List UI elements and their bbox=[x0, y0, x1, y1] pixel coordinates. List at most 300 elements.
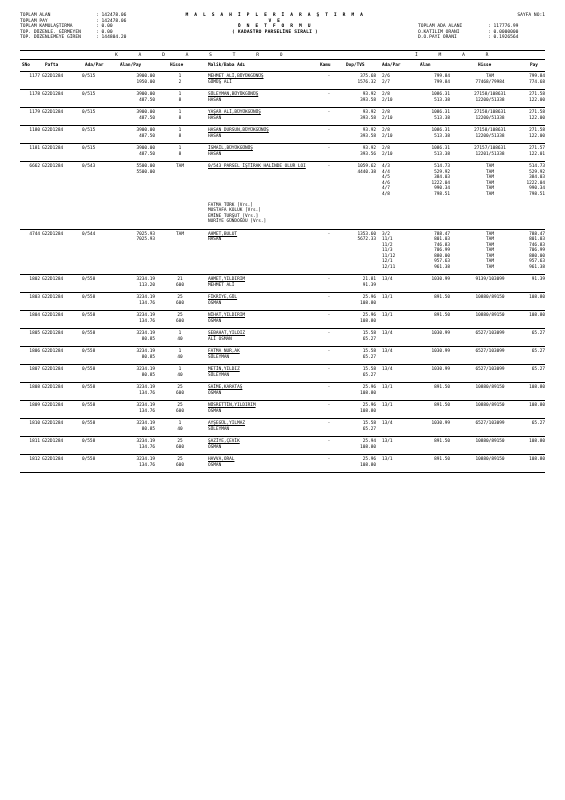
cell-kamu: - bbox=[327, 295, 331, 300]
cell-imar-hisse bbox=[455, 277, 525, 283]
ratio-value: : 0.1926564 bbox=[488, 35, 519, 41]
cell-imar-ada-line: 13/4 bbox=[382, 421, 393, 426]
cell-imar-alan-line: 513.38 bbox=[434, 97, 450, 103]
cell-imar-pay-line: 271.58 bbox=[529, 128, 545, 133]
cell-hisse-line: 8 bbox=[178, 151, 182, 157]
cell-malik-line: FATMA TÜRK [Vrs.] bbox=[208, 202, 253, 208]
cell-imar-ada-line: 12/1 bbox=[382, 259, 393, 264]
col-imar-alan: Alan bbox=[420, 63, 431, 68]
cell-malik bbox=[208, 331, 318, 342]
cell-kamu: - bbox=[327, 367, 331, 372]
cell-sno: 6662 bbox=[29, 164, 40, 169]
cell-dop bbox=[338, 313, 376, 324]
records-table bbox=[20, 72, 545, 473]
cell-hisse-line: 40 bbox=[177, 354, 183, 360]
cell-imar-pay-line: 108.80 bbox=[529, 403, 545, 408]
cell-imar-alan-line: 961.38 bbox=[434, 264, 450, 270]
col-imar-pay: Pay bbox=[530, 63, 538, 68]
cell-imar-hisse-line: 9139/103099 bbox=[475, 277, 505, 282]
report-header bbox=[20, 13, 545, 51]
cell-imar-pay bbox=[517, 232, 545, 271]
cell-imar-pay bbox=[517, 128, 545, 139]
cell-dop-line: 393.56 bbox=[360, 151, 376, 157]
cell-imar-alan bbox=[410, 385, 450, 391]
cell-dop-line: 108.80 bbox=[360, 318, 376, 324]
cell-ada-parsel: 0/558 bbox=[82, 331, 96, 336]
cell-malik-line: MEHMET ALİ,BÜYÜKGÜNÜŞ bbox=[208, 74, 264, 79]
cell-pafta: G22D1284 bbox=[42, 403, 64, 408]
cell-malik-line: OSMAN bbox=[208, 318, 222, 324]
cell-alan-pay bbox=[115, 128, 155, 139]
cell-pafta: G22D1284 bbox=[42, 231, 64, 237]
cell-malik bbox=[208, 74, 318, 85]
cell-hisse-line: 600 bbox=[176, 408, 184, 414]
cell-alan-pay bbox=[115, 295, 155, 306]
table-row bbox=[20, 293, 545, 311]
cell-alan-pay-line: 3234.19 bbox=[136, 331, 155, 336]
cell-imar-hisse-line: TAM bbox=[486, 253, 494, 259]
cell-alan-pay bbox=[115, 349, 155, 360]
cell-alan-pay-line: 1950.00 bbox=[136, 79, 155, 85]
section-kadastro: K A D A S T R O bbox=[115, 53, 292, 58]
cell-imar-hisse-line: TAM bbox=[486, 186, 494, 191]
cell-hisse bbox=[160, 128, 200, 139]
cell-malik bbox=[208, 92, 318, 103]
cell-imar-ada-line: 13/4 bbox=[382, 367, 393, 372]
cell-dop bbox=[338, 403, 376, 414]
cell-imar-hisse-line: 77468/79984 bbox=[475, 79, 505, 85]
total-label: TOPLAM ALAN bbox=[20, 13, 51, 18]
cell-alan-pay bbox=[115, 421, 155, 432]
cell-imar-hisse-line: 10880/89150 bbox=[475, 403, 505, 408]
cell-ada-parsel: 0/515 bbox=[82, 110, 96, 115]
cell-malik bbox=[208, 457, 318, 468]
cell-imar-hisse bbox=[455, 110, 525, 121]
cell-dop bbox=[338, 457, 376, 468]
cell-imar-alan-line: 891.50 bbox=[434, 457, 450, 462]
cell-dop-line: 93.92 bbox=[362, 146, 376, 151]
cell-kamu: - bbox=[327, 349, 331, 354]
cell-imar-pay-line: 957.63 bbox=[529, 259, 545, 264]
cell-imar-pay-line: 122.00 bbox=[529, 133, 545, 139]
cell-alan-pay-line: 487.50 bbox=[139, 115, 155, 121]
cell-imar-alan-line: 746.83 bbox=[434, 242, 450, 248]
cell-pafta: G22D1284 bbox=[42, 74, 64, 79]
cell-imar-ada-line: 11/12 bbox=[382, 253, 396, 259]
cell-imar-pay bbox=[517, 367, 545, 373]
cell-imar-ada-line: 11/1 bbox=[382, 237, 393, 242]
cell-hisse-line: 1 bbox=[178, 421, 182, 426]
cell-imar-alan-line: 384.03 bbox=[434, 175, 450, 180]
cell-imar-ada-line: 4/6 bbox=[382, 180, 390, 186]
cell-imar-alan-line: 990.34 bbox=[434, 186, 450, 191]
cell-hisse-line: 8 bbox=[178, 97, 182, 103]
cell-imar-pay bbox=[517, 146, 545, 157]
cell-imar-hisse bbox=[455, 385, 525, 391]
col-malik: Malik/Baba Adı bbox=[208, 63, 246, 68]
cell-imar-hisse-line: 27158/108631 bbox=[474, 110, 506, 115]
cell-imar-alan-line: 799.84 bbox=[434, 74, 450, 79]
cell-imar-pay bbox=[517, 331, 545, 337]
cell-alan-pay-line: 3234.19 bbox=[136, 367, 155, 372]
col-pafta: Pafta bbox=[45, 63, 59, 68]
total-label: TOPLAM KAMULAŞTIRMA bbox=[20, 24, 73, 30]
cell-imar-hisse-line: TAM bbox=[486, 74, 494, 79]
cell-malik-line: HASAN bbox=[208, 237, 222, 242]
cell-imar-ada-line: 2/8 bbox=[382, 92, 390, 97]
cell-hisse-line: 25 bbox=[177, 385, 183, 390]
cell-ada-parsel: 0/558 bbox=[82, 277, 96, 282]
cell-dop-line: 5672.33 bbox=[357, 237, 376, 242]
cell-imar-ada-line: 2/10 bbox=[382, 115, 393, 121]
cell-imar-hisse bbox=[455, 164, 525, 197]
cell-imar-hisse-line: 10880/89150 bbox=[475, 385, 505, 390]
total-label: TOP. DÜZENLEMEYE GİREN bbox=[20, 35, 81, 41]
cell-imar-hisse-line: TAM bbox=[486, 164, 494, 169]
cell-imar-pay-line: 65.27 bbox=[531, 331, 545, 336]
cell-imar-hisse-line: TAM bbox=[486, 191, 494, 197]
cell-imar-hisse-line: 10880/89150 bbox=[475, 457, 505, 462]
cell-dop-line: 25.96 bbox=[362, 313, 376, 318]
cell-alan-pay bbox=[115, 313, 155, 324]
cell-imar-pay bbox=[517, 110, 545, 121]
cell-hisse bbox=[160, 385, 200, 396]
cell-alan-pay-line: 3234.19 bbox=[136, 349, 155, 354]
cell-hisse-line: 1 bbox=[178, 74, 182, 79]
table-row bbox=[20, 383, 545, 401]
total-label: TOP. DÜZENLE. GİRMEYEN bbox=[20, 29, 81, 35]
cell-alan-pay bbox=[115, 164, 155, 175]
cell-imar-pay-line: 798.51 bbox=[529, 191, 545, 197]
cell-malik-line: SÜLEYMAN bbox=[208, 354, 230, 360]
cell-imar-pay-line: 801.03 bbox=[529, 237, 545, 242]
cell-pafta: G22D1284 bbox=[42, 457, 64, 462]
cell-malik-line: EMİNE TURŞUT [Vrs.] bbox=[208, 213, 259, 219]
cell-sno: 1802 bbox=[29, 277, 40, 282]
cell-pafta: G22D1284 bbox=[42, 164, 64, 169]
cell-alan-pay-line: 134.76 bbox=[139, 408, 155, 414]
cell-malik-line: NÜSRETTİN,YILDIRIM bbox=[208, 403, 256, 408]
cell-imar-ada-line: 2/8 bbox=[382, 110, 390, 115]
cell-hisse-line: 8 bbox=[178, 133, 182, 139]
cell-imar-ada-line: 13/4 bbox=[382, 349, 393, 354]
cell-imar-hisse bbox=[455, 313, 525, 319]
cell-sno: 1807 bbox=[29, 367, 40, 372]
cell-alan-pay-line: 134.76 bbox=[139, 462, 155, 468]
cell-sno: 1177 bbox=[29, 74, 40, 79]
cell-imar-hisse bbox=[455, 331, 525, 337]
cell-imar-pay-line: 122.01 bbox=[529, 151, 545, 157]
cell-imar-alan-line: 891.50 bbox=[434, 403, 450, 408]
cell-hisse-line: 40 bbox=[177, 426, 183, 432]
cell-malik bbox=[208, 128, 318, 139]
cell-dop-line: 1576.32 bbox=[357, 79, 376, 85]
column-headers bbox=[20, 59, 545, 72]
cell-alan-pay-line: 80.85 bbox=[141, 336, 155, 342]
cell-sno: 1804 bbox=[29, 313, 40, 318]
cell-dop-line: 21.81 bbox=[362, 277, 376, 282]
cell-alan-pay-line: 3234.19 bbox=[136, 313, 155, 318]
cell-kamu: - bbox=[327, 439, 331, 444]
cell-hisse-line: 600 bbox=[176, 318, 184, 324]
cell-imar-pay-line: 384.03 bbox=[529, 175, 545, 180]
cell-malik-line: OSMAN bbox=[208, 444, 222, 450]
cell-alan-pay-line: 3900.00 bbox=[136, 74, 155, 79]
cell-kamu: - bbox=[327, 277, 331, 282]
cell-alan-pay bbox=[115, 277, 155, 288]
table-row bbox=[20, 329, 545, 347]
cell-hisse-line: 1 bbox=[178, 331, 182, 336]
cell-imar-ada bbox=[382, 295, 412, 301]
cell-alan-pay bbox=[115, 331, 155, 342]
cell-hisse bbox=[160, 367, 200, 378]
cell-alan-pay bbox=[115, 457, 155, 468]
cell-dop bbox=[338, 349, 376, 360]
cell-kamu: - bbox=[327, 331, 331, 336]
cell-imar-ada-line: 4/8 bbox=[382, 191, 390, 197]
cell-dop bbox=[338, 232, 376, 243]
cell-kamu: - bbox=[327, 110, 331, 115]
cell-ada-parsel: 0/558 bbox=[82, 295, 96, 300]
cell-kamu: - bbox=[327, 403, 331, 408]
cell-malik-line: MEHMET ALİ bbox=[208, 282, 235, 288]
cell-ada-parsel: 0/515 bbox=[82, 146, 96, 151]
cell-imar-hisse-line: TAM bbox=[486, 242, 494, 248]
cell-malik-line: HASAN bbox=[208, 97, 222, 103]
cell-dop-line: 15.58 bbox=[362, 331, 376, 336]
cell-malik-line: FATMA NUR,AK bbox=[208, 349, 240, 354]
total-value: : 142478.06 bbox=[96, 18, 127, 24]
cell-dop-line: 1059.62 bbox=[357, 164, 376, 169]
cell-alan-pay bbox=[115, 439, 155, 450]
cell-imar-alan-line: 1030.99 bbox=[431, 421, 450, 426]
cell-hisse bbox=[160, 295, 200, 306]
cell-imar-ada bbox=[382, 349, 412, 355]
cell-imar-pay-line: 514.73 bbox=[529, 164, 545, 169]
cell-sno: 4744 bbox=[29, 231, 40, 237]
cell-hisse bbox=[160, 313, 200, 324]
cell-imar-hisse-line: TAM bbox=[486, 169, 494, 175]
cell-dop-line: 93.92 bbox=[362, 92, 376, 97]
cell-imar-alan bbox=[410, 277, 450, 283]
cell-imar-ada-line: 4/3 bbox=[382, 164, 390, 169]
cell-malik bbox=[208, 277, 318, 288]
cell-hisse-line: 25 bbox=[177, 457, 183, 462]
cell-ada-parsel: 0/558 bbox=[82, 439, 96, 444]
table-row bbox=[20, 419, 545, 437]
cell-imar-ada bbox=[382, 92, 412, 103]
cell-hisse bbox=[160, 439, 200, 450]
total-label: TOPLAM PAY bbox=[20, 18, 48, 24]
cell-imar-ada bbox=[382, 385, 412, 391]
cell-pafta: G22D1284 bbox=[42, 313, 64, 318]
cell-dop-line: 93.92 bbox=[362, 110, 376, 115]
cell-dop-line: 65.27 bbox=[362, 336, 376, 342]
cell-hisse-line: 1 bbox=[178, 349, 182, 354]
cell-imar-hisse bbox=[455, 457, 525, 463]
page-number: SAYFA NO:1 bbox=[517, 13, 545, 18]
cell-imar-pay-line: 529.92 bbox=[529, 169, 545, 175]
cell-imar-pay-line: 91.39 bbox=[531, 277, 545, 282]
cell-imar-ada bbox=[382, 232, 412, 271]
cell-malik bbox=[208, 403, 318, 414]
cell-dop bbox=[338, 331, 376, 342]
cell-hisse bbox=[160, 110, 200, 121]
cell-sno: 1806 bbox=[29, 349, 40, 354]
cell-imar-ada-line: 13/1 bbox=[382, 403, 393, 408]
cell-imar-hisse-line: 27158/108631 bbox=[474, 92, 506, 97]
cell-imar-alan-line: 1086.31 bbox=[431, 110, 450, 115]
cell-alan-pay-line: 487.50 bbox=[139, 151, 155, 157]
cell-alan-pay-line: 487.50 bbox=[139, 133, 155, 139]
cell-hisse-line: 1 bbox=[178, 146, 182, 151]
cell-dop-line: 65.27 bbox=[362, 372, 376, 378]
cell-imar-hisse-line: 10880/89150 bbox=[475, 313, 505, 318]
cell-imar-hisse bbox=[455, 439, 525, 445]
cell-imar-pay bbox=[517, 92, 545, 103]
cell-imar-hisse-line: 27157/108631 bbox=[474, 146, 506, 151]
total-value: : 0.00 bbox=[96, 24, 113, 30]
cell-imar-hisse-line: TAM bbox=[486, 264, 494, 270]
cell-imar-ada-line: 11/2 bbox=[382, 242, 393, 248]
cell-imar-ada bbox=[382, 421, 412, 427]
cell-alan-pay bbox=[115, 92, 155, 103]
cell-dop-line: 108.80 bbox=[360, 408, 376, 414]
cell-dop bbox=[338, 385, 376, 396]
cell-imar-hisse-line: 6527/103099 bbox=[475, 367, 505, 372]
cell-imar-pay bbox=[517, 295, 545, 301]
cell-malik-line: HAVVA,ORAL bbox=[208, 457, 235, 462]
table-row bbox=[20, 90, 545, 108]
cell-imar-pay bbox=[517, 277, 545, 283]
cell-kamu: - bbox=[327, 385, 331, 390]
cell-malik-line: OSMAN bbox=[208, 300, 222, 306]
cell-alan-pay-line: 3900.00 bbox=[136, 128, 155, 133]
cell-imar-ada bbox=[382, 128, 412, 139]
cell-hisse-line: 600 bbox=[176, 444, 184, 450]
cell-imar-alan-line: 529.92 bbox=[434, 169, 450, 175]
cell-malik-line: YAŞAR ALİ,BÜYÜKGÜNÜŞ bbox=[208, 110, 261, 115]
cell-imar-ada bbox=[382, 74, 412, 85]
cell-imar-hisse-line: TAM bbox=[486, 259, 494, 264]
cell-hisse bbox=[160, 349, 200, 360]
cell-sno: 1181 bbox=[29, 146, 40, 151]
totals-block bbox=[20, 13, 160, 41]
cell-kamu: - bbox=[327, 146, 331, 151]
cell-hisse-line: 1 bbox=[178, 128, 182, 133]
total-value: : 144804.20 bbox=[96, 35, 127, 41]
cell-malik-line: SAİME,KARATAŞ bbox=[208, 385, 243, 390]
cell-hisse bbox=[160, 403, 200, 414]
cell-imar-hisse bbox=[455, 146, 525, 157]
cell-imar-ada-line: 13/1 bbox=[382, 295, 393, 300]
cell-imar-alan-line: 1030.99 bbox=[431, 331, 450, 336]
cell-imar-pay-line: 65.27 bbox=[531, 421, 545, 426]
cell-imar-pay-line: 108.80 bbox=[529, 313, 545, 318]
cell-hisse-line: 1 bbox=[178, 110, 182, 115]
cell-imar-ada-line: 2/8 bbox=[382, 128, 390, 133]
title-line-1: M A L S A H İ P L E R İ A R A Ş T I R M A bbox=[185, 13, 365, 18]
cell-imar-pay-line: 746.83 bbox=[529, 242, 545, 248]
cell-dop-line: 15.58 bbox=[362, 421, 376, 426]
cell-pafta: G22D1284 bbox=[42, 128, 64, 133]
cell-imar-hisse-line: 10880/89150 bbox=[475, 295, 505, 300]
cell-kamu: - bbox=[327, 313, 331, 318]
cell-imar-alan-line: 513.38 bbox=[434, 133, 450, 139]
cell-imar-pay bbox=[517, 385, 545, 391]
cell-alan-pay bbox=[115, 403, 155, 414]
cell-hisse-line: 40 bbox=[177, 336, 183, 342]
cell-imar-alan-line: 513.38 bbox=[434, 115, 450, 121]
cell-imar-hisse bbox=[455, 92, 525, 103]
cell-malik-line: ALİ OSMAN bbox=[208, 336, 232, 342]
cell-imar-pay-line: 108.80 bbox=[529, 457, 545, 462]
cell-dop bbox=[338, 146, 376, 157]
table-row bbox=[20, 401, 545, 419]
cell-imar-pay bbox=[517, 164, 545, 197]
cell-malik-line: OSMAN bbox=[208, 408, 222, 414]
cell-dop-line: 15.58 bbox=[362, 367, 376, 372]
cell-pafta: G22D1284 bbox=[42, 367, 64, 372]
cell-alan-pay-line: 3234.19 bbox=[136, 421, 155, 426]
cell-alan-pay-line: 80.85 bbox=[141, 372, 155, 378]
cell-malik bbox=[208, 164, 318, 225]
cell-alan-pay-line: 3234.19 bbox=[136, 439, 155, 444]
cell-sno: 1811 bbox=[29, 439, 40, 444]
cell-imar-pay bbox=[517, 421, 545, 427]
cell-hisse-line: TAM bbox=[176, 164, 184, 169]
cell-ada-parsel: 0/515 bbox=[82, 128, 96, 133]
cell-imar-hisse bbox=[455, 232, 525, 271]
cell-imar-ada bbox=[382, 439, 412, 445]
cell-malik-line: AHMET,BULUT bbox=[208, 231, 238, 237]
cell-malik-line: İSMAİL,BÜYÜKGÜNÜŞ bbox=[208, 146, 253, 151]
cell-malik-line: HASAN bbox=[208, 115, 222, 121]
cell-imar-alan-line: 957.63 bbox=[434, 259, 450, 264]
cell-dop-line: 393.58 bbox=[360, 115, 376, 121]
cell-imar-pay-line: 271.57 bbox=[529, 146, 545, 151]
cell-imar-alan-line: 1086.31 bbox=[431, 92, 450, 97]
cell-imar-alan-line: 1086.31 bbox=[431, 146, 450, 151]
cell-dop bbox=[338, 128, 376, 139]
cell-imar-pay bbox=[517, 313, 545, 319]
col-hisse: Hisse bbox=[170, 63, 184, 68]
cell-imar-ada-line: 4/4 bbox=[382, 169, 390, 175]
table-row bbox=[20, 144, 545, 162]
cell-imar-alan bbox=[410, 74, 450, 85]
cell-dop bbox=[338, 295, 376, 306]
cell-imar-pay-line: 990.34 bbox=[529, 186, 545, 191]
cell-hisse bbox=[160, 331, 200, 342]
cell-imar-alan-line: 788.47 bbox=[434, 231, 450, 237]
cell-kamu: - bbox=[327, 231, 331, 237]
cell-imar-alan bbox=[410, 367, 450, 373]
cell-imar-ada-line: 11/3 bbox=[382, 248, 393, 253]
cell-alan-pay-line: 7025.93 bbox=[136, 231, 155, 237]
cell-imar-pay-line: 880.00 bbox=[529, 253, 545, 259]
cell-kamu: - bbox=[327, 421, 331, 426]
cell-dop-line: 108.80 bbox=[360, 300, 376, 306]
cell-hisse-line: 600 bbox=[176, 282, 184, 288]
cell-imar-ada-line: 13/1 bbox=[382, 313, 393, 318]
cell-malik-line: NİHAT,YILDIRIM bbox=[208, 313, 246, 318]
cell-alan-pay-line: 134.76 bbox=[139, 390, 155, 396]
cell-imar-ada-line: 13/4 bbox=[382, 331, 393, 336]
cell-alan-pay-line: 487.50 bbox=[139, 97, 155, 103]
cell-imar-pay bbox=[517, 457, 545, 463]
cell-imar-alan-line: 514.73 bbox=[434, 164, 450, 169]
cell-hisse-line: 1 bbox=[178, 92, 182, 97]
